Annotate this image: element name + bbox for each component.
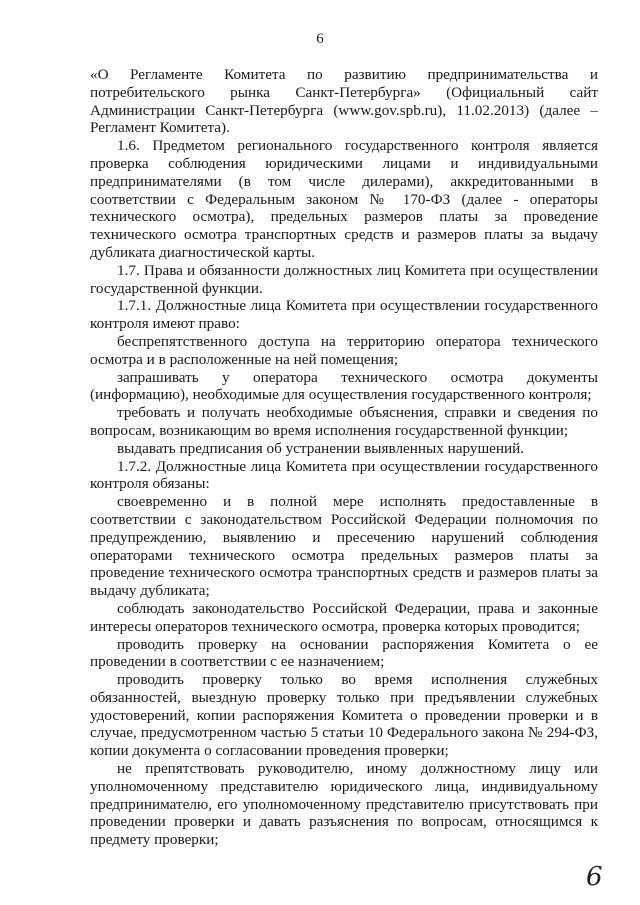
paragraph-1-7-2: 1.7.2. Должностные лица Комитета при осуществлении государственного контроля обязаны: bbox=[90, 457, 598, 493]
list-item-do-not-obstruct: не препятствовать руководителю, иному должностному лицу или уполномоченному представителю юридического лица, индивидуальному предпринимателю, его уполномоченному представителю присутствовать при проведении проверки и давать разъяснения по вопросам, относящимся к предмету проверки; bbox=[90, 760, 598, 849]
page-number: 6 bbox=[316, 31, 324, 47]
paragraph-1-7: 1.7. Права и обязанности должностных лиц Комитета при осуществлении государственной функции. bbox=[90, 261, 598, 297]
list-item-inspect-by-order: проводить проверку на основании распоряжения Комитета о ее проведении в соответствии с ее назначением; bbox=[90, 635, 598, 671]
list-item-inspect-during-duties: проводить проверку только во время исполнения служебных обязанностей, выездную проверку только при предъявлении служебных удостоверений, копии распоряжения Комитета о проведении проверки и в случае, предусмотренном частью 5 статьи 10 Федерального закона № 294-ФЗ, копии документа о согласовании проведения проверки; bbox=[90, 671, 598, 760]
list-item-issue-orders: выдавать предписания об устранении выявленных нарушений. bbox=[117, 439, 525, 457]
handwritten-page-mark: 6 bbox=[586, 862, 603, 892]
list-item-request-explanations: требовать и получать необходимые объяснения, справки и сведения по вопросам, возникающим во время исполнения государственной функции; bbox=[90, 404, 598, 439]
paragraph-1-6: 1.6. Предметом регионального государственного контроля является проверка соблюдения юридическими лицами и индивидуальными предпринимателями (в том числе дилерами), аккредитованными в соответствии с Федеральным законом № 170-ФЗ (далее - операторы технического осмотра), предельных размеров платы за проведение технического осмотра транспортных средств и размеров платы за выдачу дубликата диагностической карты. bbox=[90, 137, 598, 261]
list-item-observe-law: соблюдать законодательство Российской Федерации, права и законные интересы операторов технического осмотра, проверка которых проводится; bbox=[90, 599, 598, 635]
document-body bbox=[90, 66, 598, 849]
list-item-access-right: беспрепятственного доступа на территорию оператора технического осмотра и в расположенные на ней помещения; bbox=[90, 332, 598, 368]
paragraph-1-7-1: 1.7.1. Должностные лица Комитета при осуществлении государственного контроля имеют право: bbox=[90, 297, 598, 333]
list-item-exercise-powers: своевременно и в полной мере исполнять предоставленные в соответствии с законодательством Российской Федерации полномочия по предупреждению, выявлению и пресечению нарушений соблюдения операторами технического осмотра предельных размеров платы за проведение технического осмотра транспортных средств и размеров платы за выдачу дубликата; bbox=[90, 493, 598, 600]
list-item-request-documents: запрашивать у оператора технического осмотра документы (информацию), необходимые для осуществления государственного контроля; bbox=[90, 368, 598, 404]
paragraph-regulation-reference: «О Регламенте Комитета по развитию предпринимательства и потребительского рынка Санкт-Петербурга» (Официальный сайт Администрации Санкт-Петербурга (www.gov.spb.ru), 11.02.2013) (далее – Регламент Комитета). bbox=[90, 66, 598, 137]
